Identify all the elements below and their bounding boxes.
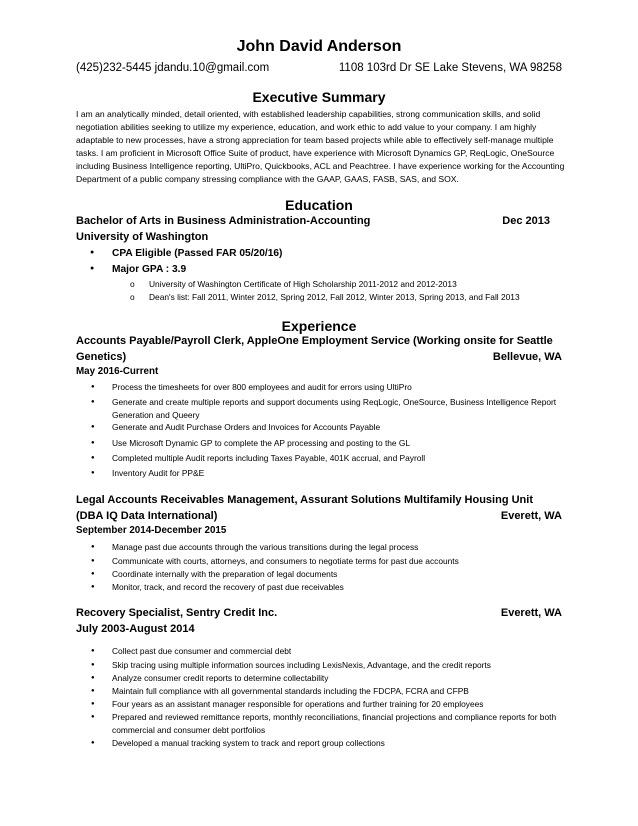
job-location: Bellevue, WA [492,351,562,363]
degree-date: Dec 2013 [502,215,550,227]
address: 1108 103rd Dr SE Lake Stevens, WA 98258 [338,62,562,74]
job-location: Everett, WA [500,510,562,522]
experience-heading: Experience [281,318,357,334]
phone-email: (425)232-5445 jdandu.10@gmail.com [76,62,270,74]
job-dates: July 2003-August 2014 [76,623,195,635]
education-heading: Education [285,197,353,213]
job-dates: May 2016-Current [76,366,159,377]
school-name: University of Washington [76,231,209,243]
summary-heading: Executive Summary [252,89,386,105]
job-title-cont: Genetics) [76,351,127,363]
job-title: Recovery Specialist, Sentry Credit Inc. [76,607,278,619]
job-title: Legal Accounts Receivables Management, Assurant Solutions Multifamily Housing Unit [76,494,533,506]
job-location: Everett, WA [500,607,562,619]
resume-page: John David Anderson (425)232-5445 jdandu.10@gmail.com 1108 103rd Dr SE Lake Stevens, WA 98258 Executive Summary I am an analytically minded, detail oriented, with established leadership capabilities, strong communication skills, and solid negotiation abilities seeking to utilize my experience, education, and work ethic to add value to your company. I am highly adaptable to new processes, have a strong appreciation for team based projects while able to effectively self-manage multiple tasks. I am proficient in Microsoft Office Suite of product, have experience with Microsoft Dynamics GP, ReqLogic, OneSource including Business Intelligence reporting, UltiPro, Quickbooks, ACL and Peachtree. I have experience working for the Accounting Department of a public company stressing compliance with the GAAP, GAAS, FASB, SAS, and SOX. Education Bachelor of Arts in Business Administration-Accounting Dec 2013 University of Washington CPA Eligible (Passed FAR 05/20/16) Major GPA : 3.9 University of Washington Certificate of High Scholarship 2011-2012 and 2012-2013 Dean's list: Fall 2011, Winter 2012, Spring 2012, Fall 2012, Winter 2013, Spring 2013, and Fall 2013 Experience Accounts Payable/Payroll Clerk, AppleOne Employment Service (Working onsite for Seattle Genetics) Bellevue, WA May 2016-Current Process the timesheets for over 800 employees and audit for errors using UltiPro Generate and create multiple reports and support documents using ReqLogic, OneSource, Business Intelligence Report Generation and Queery Generate and Audit Purchase Orders and Invoices for Accounts Payable Use Microsoft Dynamic GP to complete the AP processing and posting to the GL Completed multiple Audit reports including Taxes Payable, 401K accrual, and Payroll Inventory Audit for PP&E Legal Accounts Receivables Management, Assurant Solutions Multifamily Housing Unit (DBA IQ Data International) Everett, WA September 2014-December 2015 Manage past due accounts through the various transitions during the legal process Communicate with courts, attorneys, and consumers to negotiate terms for past due accounts Coordinate internally with the preparation of legal documents Monitor, track, and record the recovery of past due receivables Recovery Specialist, Sentry Credit Inc. Everett, WA July 2003-August 2014 Collect past due consumer and commercial debt Skip tracing using multiple information sources including LexisNexis, Advantage, and the credit reports Analyze consumer credit reports to determine collectability Maintain full compliance with all governmental standards including the FDCPA, FCRA and CFPB Four years as an assistant manager responsible for operations and further training for 20 employees Prepared and reviewed remittance reports, monthly reconciliations, financial projections and compliance reports for both commercial and consumer debt portfolios Developed a manual tracking system to track and report group collections [0,0,638,826]
job-title-cont: (DBA IQ Data International) [76,510,218,522]
summary-text: I am an analytically minded, detail oriented, with established leadership capabilities, strong communication skills, and solid negotiation abilities seeking to utilize my experience, education, and work ethic to add value to your company. I am highly adaptable to new processes, have a strong appreciation for team based projects while able to effectively self-manage multiple tasks. I am proficient in Microsoft Office Suite of product, have experience with Microsoft Dynamics GP, ReqLogic, OneSource including Business Intelligence reporting, UltiPro, Quickbooks, ACL and Peachtree. I have experience working for the Accounting Department of a public company stressing compliance with the GAAP, GAAS, FASB, SAS, and SOX. [76,109,565,184]
candidate-name: John David Anderson [236,38,402,55]
degree-title: Bachelor of Arts in Business Administration-Accounting [76,215,371,227]
job-dates: September 2014-December 2015 [76,525,227,536]
job-title: Accounts Payable/Payroll Clerk, AppleOne Employment Service (Working onsite for Seattle [76,335,553,347]
